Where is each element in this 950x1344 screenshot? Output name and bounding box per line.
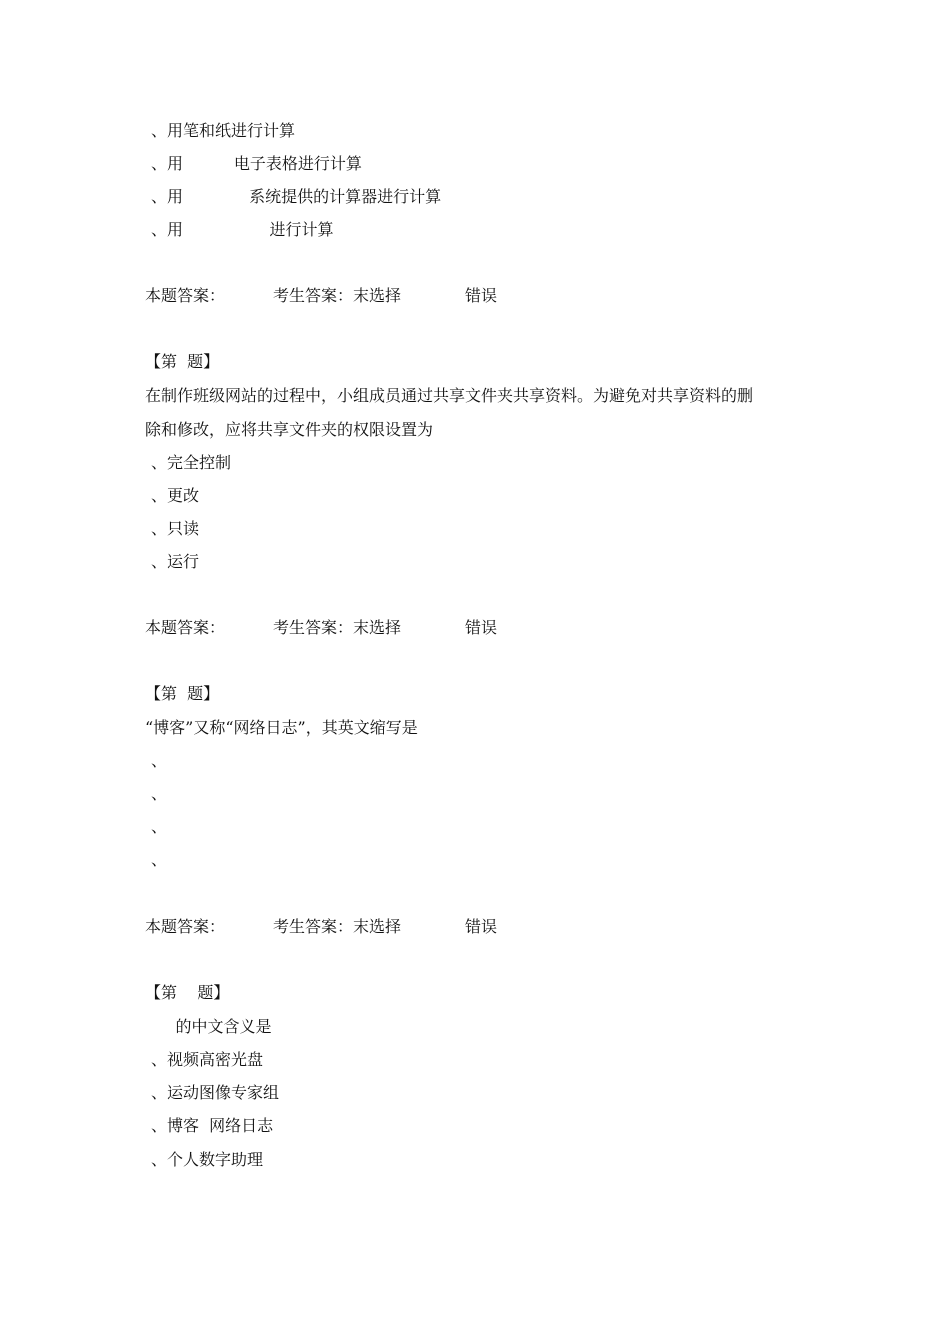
question-text-4: 的中文含义是 <box>145 1017 272 1036</box>
answer-line-2 <box>145 618 498 638</box>
option-4-d: 、个人数字助理 <box>151 1150 264 1169</box>
option-1-a <box>151 121 295 141</box>
question-text-2-line-2: 除和修改，应将共享文件夹的权限设置为 <box>145 420 434 439</box>
student-answer-label: 考生答案：末选择 <box>273 618 402 637</box>
correct-answer-label: 本题答案： <box>145 286 226 305</box>
student-answer-label: 考生答案：末选择 <box>273 286 402 305</box>
option-text: 、用笔和纸进行计算 <box>151 121 296 140</box>
option-2-b: 、更改 <box>151 486 200 505</box>
option-4-c: 、博客 网络日志 <box>151 1116 274 1135</box>
result-label: 错误 <box>465 286 498 305</box>
question-text-2-line-1: 在制作班级网站的过程中，小组成员通过共享文件夹共享资料。为避免对共享资料的删 <box>145 386 754 405</box>
option-text: 、用 电子表格进行计算 <box>151 154 362 173</box>
student-answer-label: 考生答案：末选择 <box>273 917 402 936</box>
option-2-d: 、运行 <box>151 552 200 571</box>
option-1-d <box>151 220 333 240</box>
option-3-a: 、 <box>151 751 168 770</box>
correct-answer-label: 本题答案： <box>145 917 226 936</box>
option-2-a: 、完全控制 <box>151 453 232 472</box>
question-header-3: 【第 题】 <box>145 684 220 703</box>
question-text-3: “博客”又称“网络日志”，其英文缩写是 <box>145 718 418 737</box>
option-text: 、用 进行计算 <box>151 220 334 239</box>
question-header-2: 【第 题】 <box>145 352 220 371</box>
option-4-b: 、运动图像专家组 <box>151 1083 280 1102</box>
option-4-a: 、视频高密光盘 <box>151 1050 264 1069</box>
result-label: 错误 <box>465 618 498 637</box>
question-header-4: 【第 题】 <box>145 983 230 1002</box>
result-label: 错误 <box>465 917 498 936</box>
option-text: 、用 系统提供的计算器进行计算 <box>151 187 442 206</box>
answer-line-3 <box>145 917 498 937</box>
option-3-c: 、 <box>151 817 168 836</box>
option-1-b <box>151 154 362 174</box>
answer-line-1 <box>145 286 498 306</box>
option-2-c: 、只读 <box>151 519 200 538</box>
option-3-b: 、 <box>151 784 168 803</box>
option-3-d: 、 <box>151 850 168 869</box>
option-1-c <box>151 187 441 207</box>
correct-answer-label: 本题答案： <box>145 618 226 637</box>
